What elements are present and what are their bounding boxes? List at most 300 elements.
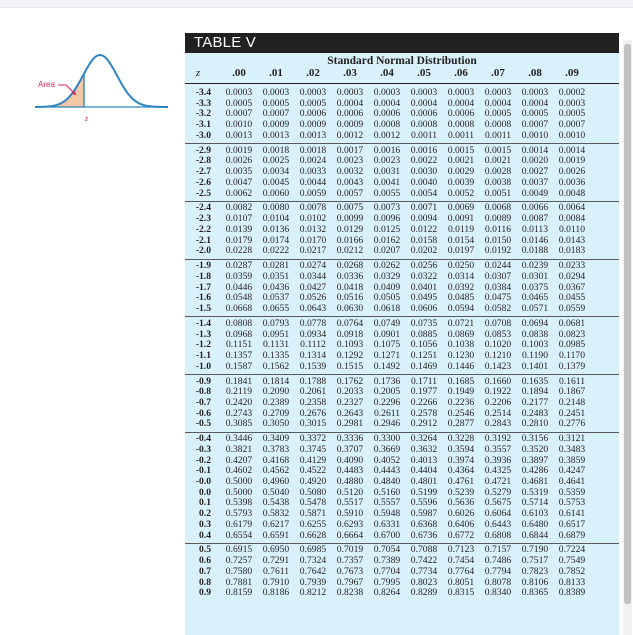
probability-cell: 0.0055 [373, 187, 401, 199]
probability-cell: 0.0384 [484, 281, 512, 293]
table-subtitle: Standard Normal Distribution [327, 55, 477, 67]
probability-cell: 0.1038 [447, 339, 475, 351]
probability-cell: 0.4090 [336, 454, 364, 466]
probability-cell: 0.0011 [410, 129, 438, 141]
probability-cell: 0.3409 [262, 433, 290, 445]
probability-cell: 0.4325 [484, 465, 512, 477]
probability-cell: 0.1379 [558, 360, 586, 372]
z-value: 0.3 [199, 518, 211, 530]
probability-cell: 0.0084 [558, 213, 586, 225]
probability-cell: 0.8389 [558, 587, 586, 599]
probability-cell: 0.1611 [558, 375, 586, 387]
probability-cell: 0.6406 [447, 518, 475, 530]
z-label: z [85, 114, 89, 123]
probability-cell: 0.8051 [447, 576, 475, 588]
z-value: -2.1 [195, 234, 211, 246]
probability-cell: 0.0005 [299, 97, 327, 109]
probability-cell: 0.6517 [558, 518, 586, 530]
probability-cell: 0.7794 [484, 565, 512, 577]
probability-cell: 0.0125 [373, 223, 401, 235]
table-row [185, 189, 619, 200]
column-header: .09 [565, 67, 579, 79]
probability-cell: 0.2578 [410, 407, 438, 419]
probability-cell: 0.6879 [558, 529, 586, 541]
probability-cell: 0.8340 [484, 587, 512, 599]
probability-cell: 0.1075 [373, 339, 401, 351]
table-row [185, 351, 619, 362]
probability-cell: 0.4052 [373, 454, 401, 466]
probability-cell: 0.0287 [225, 260, 253, 272]
z-value: 0.5 [199, 544, 211, 556]
probability-cell: 0.3707 [336, 443, 364, 455]
probability-cell: 0.0008 [484, 119, 512, 131]
probability-cell: 0.0028 [484, 166, 512, 178]
probability-cell: 0.0022 [410, 155, 438, 167]
probability-cell: 0.0853 [484, 328, 512, 340]
normal-curve-line [35, 55, 168, 107]
probability-cell: 0.6179 [225, 518, 253, 530]
probability-cell: 0.7881 [225, 576, 253, 588]
probability-cell: 0.0004 [521, 97, 549, 109]
probability-cell: 0.6700 [373, 529, 401, 541]
probability-cell: 0.3669 [373, 443, 401, 455]
probability-cell: 0.0869 [447, 328, 475, 340]
probability-cell: 0.7324 [299, 555, 327, 567]
probability-cell: 0.5478 [299, 497, 327, 509]
probability-cell: 0.5438 [262, 497, 290, 509]
probability-cell: 0.5517 [336, 497, 364, 509]
probability-cell: 0.0075 [336, 202, 364, 214]
probability-cell: 0.6064 [484, 508, 512, 520]
probability-cell: 0.2119 [225, 386, 253, 398]
probability-cell: 0.5753 [558, 497, 586, 509]
probability-cell: 0.2090 [262, 386, 290, 398]
z-value: 0.0 [199, 486, 211, 498]
probability-cell: 0.1922 [484, 386, 512, 398]
probability-cell: 0.0004 [447, 97, 475, 109]
probability-cell: 0.0222 [262, 245, 290, 257]
probability-cell: 0.2981 [336, 418, 364, 430]
probability-cell: 0.0110 [558, 223, 586, 235]
z-value: -2.2 [195, 223, 211, 235]
probability-cell: 0.0049 [521, 187, 549, 199]
scrollbar-thumb[interactable] [624, 44, 631, 604]
probability-cell: 0.4880 [336, 476, 364, 487]
probability-cell: 0.0023 [336, 155, 364, 167]
probability-cell: 0.0968 [225, 328, 253, 340]
probability-cell: 0.0143 [558, 234, 586, 246]
probability-cell: 0.0027 [521, 166, 549, 178]
probability-cell: 0.2810 [521, 418, 549, 430]
probability-cell: 0.4404 [410, 465, 438, 477]
probability-cell: 0.6217 [262, 518, 290, 530]
probability-cell: 0.0582 [484, 302, 512, 314]
probability-cell: 0.1401 [521, 360, 549, 372]
probability-cell: 0.0162 [373, 234, 401, 246]
probability-cell: 0.0066 [521, 202, 549, 214]
probability-cell: 0.1170 [558, 349, 586, 361]
probability-cell: 0.6772 [447, 529, 475, 541]
probability-cell: 0.4522 [299, 465, 327, 477]
probability-cell: 0.0013 [299, 129, 327, 141]
probability-cell: 0.1446 [447, 360, 475, 372]
column-header: .02 [306, 67, 320, 79]
probability-cell: 0.7123 [447, 544, 475, 556]
probability-cell: 0.3936 [484, 454, 512, 466]
probability-cell: 0.8133 [558, 576, 586, 588]
probability-cell: 0.1251 [410, 349, 438, 361]
probability-cell: 0.6293 [336, 518, 364, 530]
probability-cell: 0.2177 [521, 396, 549, 408]
probability-cell: 0.5793 [225, 508, 253, 520]
probability-cell: 0.0778 [299, 317, 327, 329]
probability-cell: 0.7389 [373, 555, 401, 567]
probability-cell: 0.2005 [373, 386, 401, 398]
probability-cell: 0.0096 [373, 213, 401, 225]
probability-cell: 0.0485 [447, 292, 475, 304]
probability-cell: 0.4801 [410, 476, 438, 487]
probability-cell: 0.0043 [336, 176, 364, 188]
probability-cell: 0.0018 [262, 144, 290, 156]
probability-cell: 0.7357 [336, 555, 364, 567]
probability-cell: 0.0202 [410, 245, 438, 257]
probability-cell: 0.0985 [558, 339, 586, 351]
probability-cell: 0.0409 [373, 281, 401, 293]
probability-cell: 0.0012 [373, 129, 401, 141]
probability-cell: 0.0301 [521, 270, 549, 282]
probability-cell: 0.0019 [225, 144, 253, 156]
z-value: -1.4 [195, 317, 211, 329]
z-value: -3.0 [195, 129, 211, 141]
probability-cell: 0.0336 [336, 270, 364, 282]
probability-cell: 0.4013 [410, 454, 438, 466]
probability-cell: 0.0008 [447, 119, 475, 131]
column-header: .08 [528, 67, 542, 79]
probability-cell: 0.5080 [299, 486, 327, 498]
z-value: 0.6 [199, 555, 211, 567]
table-row [185, 225, 619, 236]
probability-cell: 0.0150 [484, 234, 512, 246]
probability-cell: 0.0465 [521, 292, 549, 304]
probability-cell: 0.0606 [410, 302, 438, 314]
column-header: .01 [269, 67, 283, 79]
probability-cell: 0.2676 [299, 407, 327, 419]
z-value: -0.2 [195, 454, 211, 466]
probability-cell: 0.5160 [373, 486, 401, 498]
z-value: -1.2 [195, 339, 211, 351]
probability-cell: 0.2912 [410, 418, 438, 430]
probability-cell: 0.0017 [336, 144, 364, 156]
table-row [185, 419, 619, 430]
probability-cell: 0.0005 [558, 108, 586, 120]
z-value: -1.8 [195, 270, 211, 282]
probability-cell: 0.0040 [410, 176, 438, 188]
probability-cell: 0.0019 [558, 155, 586, 167]
probability-cell: 0.0005 [262, 97, 290, 109]
probability-cell: 0.3156 [521, 433, 549, 445]
probability-cell: 0.0951 [262, 328, 290, 340]
probability-cell: 0.5636 [447, 497, 475, 509]
probability-cell: 0.0139 [225, 223, 253, 235]
probability-cell: 0.7910 [262, 576, 290, 588]
probability-cell: 0.0129 [336, 223, 364, 235]
z-value: -1.6 [195, 292, 211, 304]
z-value: -2.4 [195, 202, 211, 214]
probability-cell: 0.5557 [373, 497, 401, 509]
probability-cell: 0.4207 [225, 454, 253, 466]
probability-cell: 0.0006 [299, 108, 327, 120]
probability-cell: 0.0006 [373, 108, 401, 120]
probability-cell: 0.0091 [447, 213, 475, 225]
column-header: .07 [491, 67, 505, 79]
table-row [185, 398, 619, 409]
probability-cell: 0.0025 [262, 155, 290, 167]
probability-cell: 0.0166 [336, 234, 364, 246]
table-row [185, 567, 619, 578]
probability-cell: 0.6844 [521, 529, 549, 541]
probability-cell: 0.1587 [225, 360, 253, 372]
header-rule [185, 83, 619, 84]
probability-cell: 0.1711 [410, 375, 438, 387]
probability-cell: 0.0006 [410, 108, 438, 120]
probability-cell: 0.0537 [262, 292, 290, 304]
probability-cell: 0.6103 [521, 508, 549, 520]
probability-cell: 0.2061 [299, 386, 327, 398]
z-value: -3.1 [195, 119, 211, 131]
probability-cell: 0.4562 [262, 465, 290, 477]
probability-cell: 0.0024 [299, 155, 327, 167]
probability-cell: 0.1841 [225, 375, 253, 387]
area-label: Area [38, 80, 55, 89]
probability-cell: 0.8289 [410, 587, 438, 599]
probability-cell: 0.6255 [299, 518, 327, 530]
probability-cell: 0.0102 [299, 213, 327, 225]
probability-cell: 0.0003 [262, 87, 290, 98]
group-divider [185, 143, 619, 144]
probability-cell: 0.0006 [447, 108, 475, 120]
probability-cell: 0.3974 [447, 454, 475, 466]
probability-cell: 0.6554 [225, 529, 253, 541]
probability-cell: 0.1515 [336, 360, 364, 372]
probability-cell: 0.0026 [225, 155, 253, 167]
probability-cell: 0.4602 [225, 465, 253, 477]
probability-cell: 0.2611 [373, 407, 401, 419]
probability-cell: 0.0078 [299, 202, 327, 214]
z-value: 0.8 [199, 576, 211, 588]
probability-cell: 0.0793 [262, 317, 290, 329]
probability-cell: 0.0392 [447, 281, 475, 293]
probability-cell: 0.2483 [521, 407, 549, 419]
probability-cell: 0.0505 [373, 292, 401, 304]
probability-cell: 0.0708 [484, 317, 512, 329]
probability-cell: 0.2946 [373, 418, 401, 430]
probability-cell: 0.0071 [410, 202, 438, 214]
column-header: .06 [454, 67, 468, 79]
probability-cell: 0.4247 [558, 465, 586, 477]
probability-cell: 0.0901 [373, 328, 401, 340]
probability-cell: 0.0170 [299, 234, 327, 246]
probability-cell: 0.3015 [299, 418, 327, 430]
probability-cell: 0.3121 [558, 433, 586, 445]
probability-cell: 0.0217 [299, 245, 327, 257]
probability-cell: 0.4641 [558, 476, 586, 487]
probability-cell: 0.5910 [336, 508, 364, 520]
probability-cell: 0.0041 [373, 176, 401, 188]
z-value: 0.4 [199, 529, 211, 541]
probability-cell: 0.0630 [336, 302, 364, 314]
probability-cell: 0.3192 [484, 433, 512, 445]
z-value: -3.3 [195, 97, 211, 109]
probability-cell: 0.1292 [336, 349, 364, 361]
probability-cell: 0.0064 [558, 202, 586, 214]
probability-cell: 0.0007 [521, 119, 549, 131]
probability-cell: 0.0158 [410, 234, 438, 246]
probability-cell: 0.0250 [447, 260, 475, 272]
probability-cell: 0.0113 [521, 223, 549, 235]
probability-cell: 0.6808 [484, 529, 512, 541]
probability-cell: 0.0036 [558, 176, 586, 188]
probability-cell: 0.1736 [373, 375, 401, 387]
probability-cell: 0.3821 [225, 443, 253, 455]
probability-cell: 0.0329 [373, 270, 401, 282]
probability-cell: 0.7704 [373, 565, 401, 577]
probability-cell: 0.3372 [299, 433, 327, 445]
probability-cell: 0.6985 [299, 544, 327, 556]
probability-cell: 0.0268 [336, 260, 364, 272]
probability-cell: 0.0307 [484, 270, 512, 282]
probability-cell: 0.1539 [299, 360, 327, 372]
probability-cell: 0.1635 [521, 375, 549, 387]
z-value: -2.7 [195, 166, 211, 178]
probability-cell: 0.0013 [225, 129, 253, 141]
probability-cell: 0.0146 [521, 234, 549, 246]
probability-cell: 0.0104 [262, 213, 290, 225]
probability-cell: 0.2546 [447, 407, 475, 419]
probability-cell: 0.3632 [410, 443, 438, 455]
probability-cell: 0.5319 [521, 486, 549, 498]
probability-cell: 0.0764 [336, 317, 364, 329]
column-header: .00 [232, 67, 246, 79]
probability-cell: 0.0004 [373, 97, 401, 109]
probability-cell: 0.1894 [521, 386, 549, 398]
probability-cell: 0.3594 [447, 443, 475, 455]
probability-cell: 0.0003 [336, 87, 364, 98]
probability-cell: 0.6331 [373, 518, 401, 530]
probability-cell: 0.0183 [558, 245, 586, 257]
column-header: .04 [380, 67, 394, 79]
probability-cell: 0.0009 [299, 119, 327, 131]
probability-cell: 0.0003 [447, 87, 475, 98]
probability-cell: 0.1151 [225, 339, 253, 351]
probability-cell: 0.1093 [336, 339, 364, 351]
probability-cell: 0.0026 [558, 166, 586, 178]
probability-cell: 0.0044 [299, 176, 327, 188]
probability-cell: 0.2514 [484, 407, 512, 419]
probability-cell: 0.0008 [373, 119, 401, 131]
probability-cell: 0.0014 [558, 144, 586, 156]
probability-cell: 0.1660 [484, 375, 512, 387]
probability-cell: 0.0030 [410, 166, 438, 178]
probability-cell: 0.0005 [484, 108, 512, 120]
probability-cell: 0.2033 [336, 386, 364, 398]
probability-cell: 0.0003 [299, 87, 327, 98]
probability-cell: 0.0021 [484, 155, 512, 167]
vertical-scrollbar[interactable] [623, 40, 632, 635]
probability-cell: 0.0016 [410, 144, 438, 156]
probability-cell: 0.0207 [373, 245, 401, 257]
probability-cell: 0.0032 [336, 166, 364, 178]
probability-cell: 0.7454 [447, 555, 475, 567]
probability-cell: 0.0212 [336, 245, 364, 257]
probability-cell: 0.1685 [447, 375, 475, 387]
top-strip [0, 0, 633, 8]
z-value: 0.7 [199, 565, 211, 577]
probability-cell: 0.6443 [484, 518, 512, 530]
probability-cell: 0.4721 [484, 476, 512, 487]
probability-cell: 0.3050 [262, 418, 290, 430]
probability-cell: 0.6026 [447, 508, 475, 520]
probability-cell: 0.0087 [521, 213, 549, 225]
z-value: -2.6 [195, 176, 211, 188]
probability-cell: 0.0029 [447, 166, 475, 178]
probability-cell: 0.8264 [373, 587, 401, 599]
probability-cell: 0.7642 [299, 565, 327, 577]
probability-cell: 0.0119 [447, 223, 475, 235]
probability-cell: 0.0571 [521, 302, 549, 314]
probability-cell: 0.0694 [521, 317, 549, 329]
probability-cell: 0.0007 [558, 119, 586, 131]
probability-cell: 0.7291 [262, 555, 290, 567]
probability-cell: 0.0094 [410, 213, 438, 225]
probability-cell: 0.7088 [410, 544, 438, 556]
probability-cell: 0.0808 [225, 317, 253, 329]
shaded-area [35, 74, 84, 107]
probability-cell: 0.1112 [300, 339, 326, 351]
z-value: -1.3 [195, 328, 211, 340]
probability-cell: 0.0007 [225, 108, 253, 120]
probability-cell: 0.4443 [373, 465, 401, 477]
probability-cell: 0.2451 [558, 407, 586, 419]
probability-cell: 0.6141 [558, 508, 586, 520]
probability-cell: 0.0060 [262, 187, 290, 199]
probability-cell: 0.0011 [484, 129, 512, 141]
probability-cell: 0.0132 [299, 223, 327, 235]
probability-cell: 0.0192 [484, 245, 512, 257]
probability-cell: 0.0239 [521, 260, 549, 272]
probability-cell: 0.1423 [484, 360, 512, 372]
table-title: TABLE V [194, 34, 256, 51]
probability-cell: 0.0008 [410, 119, 438, 131]
probability-cell: 0.0057 [336, 187, 364, 199]
probability-cell: 0.4168 [262, 454, 290, 466]
probability-cell: 0.0004 [410, 97, 438, 109]
probability-cell: 0.3897 [521, 454, 549, 466]
probability-cell: 0.3264 [410, 433, 438, 445]
probability-cell: 0.3085 [225, 418, 253, 430]
probability-cell: 0.0359 [225, 270, 253, 282]
probability-cell: 0.7157 [484, 544, 512, 556]
probability-cell: 0.3446 [225, 433, 253, 445]
probability-cell: 0.1271 [373, 349, 401, 361]
probability-cell: 0.0233 [558, 260, 586, 272]
probability-cell: 0.0749 [373, 317, 401, 329]
z-value: -0.5 [195, 418, 211, 430]
table-title-bar [185, 33, 619, 53]
probability-cell: 0.0559 [558, 302, 586, 314]
table-row [185, 178, 619, 189]
probability-cell: 0.2296 [373, 396, 401, 408]
z-value: -2.3 [195, 213, 211, 225]
